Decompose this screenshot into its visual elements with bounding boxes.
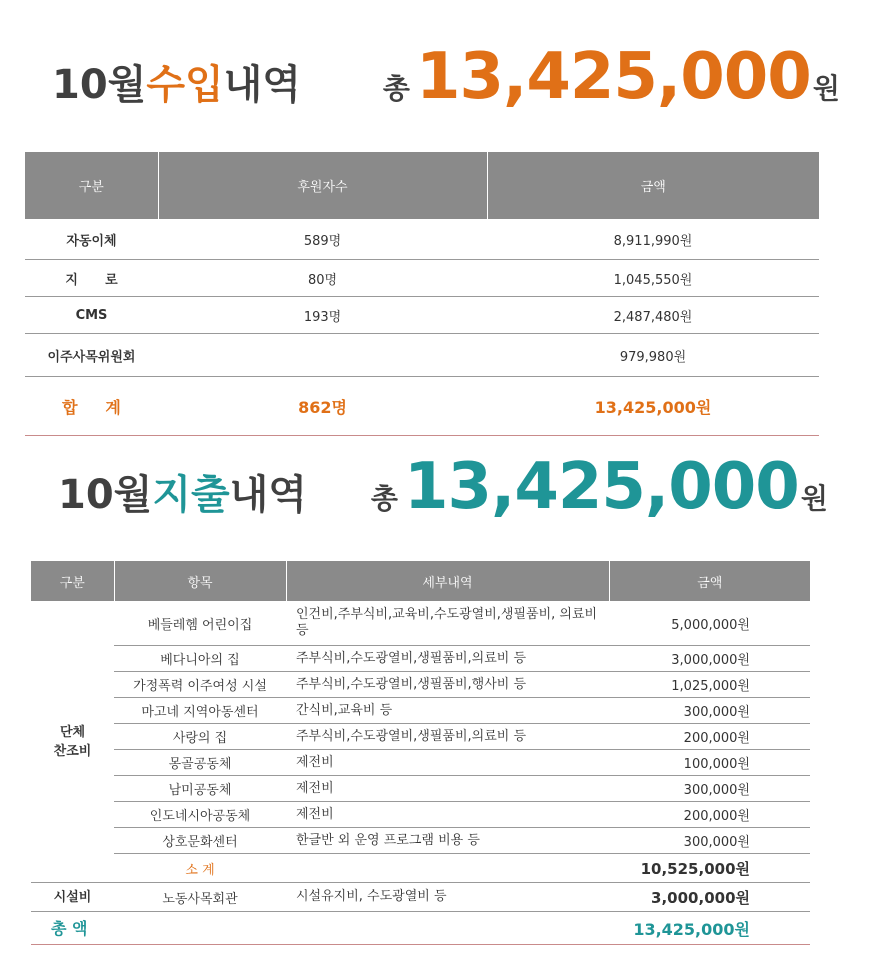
- expense-amount: 3,000,000원: [609, 646, 810, 672]
- income-count: 193명: [158, 297, 487, 334]
- income-sum-count: 862명: [158, 377, 487, 436]
- expense-detail: 한글반 외 운영 프로그램 비용 등: [286, 828, 609, 854]
- income-header-row: [25, 152, 819, 219]
- income-total-label: 총: [382, 72, 410, 105]
- income-total-amount: 13,425,000: [415, 40, 811, 114]
- income-amount: 8,911,990원: [487, 219, 819, 260]
- expense-amount: 200,000원: [609, 802, 810, 828]
- expense-header-amount: 금액: [609, 561, 810, 601]
- income-count: 80명: [158, 260, 487, 297]
- expense-item: 노동사목회관: [114, 883, 286, 912]
- expense-heading-rest: 내역: [229, 472, 307, 518]
- expense-amount: 5,000,000원: [609, 601, 810, 646]
- income-amount: 1,045,550원: [487, 260, 819, 297]
- table-row: [31, 750, 810, 776]
- expense-total-unit: 원: [800, 482, 828, 515]
- income-count: [158, 334, 487, 377]
- income-category: 이주사목위원회: [25, 334, 158, 377]
- expense-detail: 인건비,주부식비,교육비,수도광열비,생필품비, 의료비 등: [286, 601, 609, 646]
- income-header-amount: 금액: [487, 152, 819, 219]
- expense-grand-label: 총 액: [31, 912, 286, 945]
- expense-detail: 제전비: [286, 776, 609, 802]
- income-category: 지 로: [25, 260, 158, 297]
- expense-subtotal-detail: [286, 854, 609, 883]
- table-row: [25, 219, 819, 260]
- expense-amount: 300,000원: [609, 828, 810, 854]
- income-header-count: 후원자수: [158, 152, 487, 219]
- table-row: [31, 672, 810, 698]
- expense-item: 상호문화센터: [114, 828, 286, 854]
- expense-item: 몽골공동체: [114, 750, 286, 776]
- table-row: [31, 698, 810, 724]
- expense-amount: 100,000원: [609, 750, 810, 776]
- table-row: [31, 776, 810, 802]
- income-heading-accent: 수입: [146, 62, 224, 108]
- expense-total-label: 총: [370, 482, 398, 515]
- table-row: [25, 297, 819, 334]
- expense-amount: 200,000원: [609, 724, 810, 750]
- income-header-category: 구분: [25, 152, 158, 219]
- expense-heading: [58, 450, 828, 524]
- expense-group-facility: 시설비: [31, 883, 114, 912]
- table-row: [31, 724, 810, 750]
- table-row: [31, 802, 810, 828]
- income-heading-rest: 내역: [223, 62, 301, 108]
- expense-item: 베다니아의 집: [114, 646, 286, 672]
- expense-subtotal-label: 소 계: [114, 854, 286, 883]
- table-row: [31, 601, 810, 646]
- expense-header-detail: 세부내역: [286, 561, 609, 601]
- expense-item: 남미공동체: [114, 776, 286, 802]
- income-amount: 979,980원: [487, 334, 819, 377]
- table-row: [31, 828, 810, 854]
- expense-item: 베들레헴 어린이집: [114, 601, 286, 646]
- expense-detail: 주부식비,수도광열비,생필품비,행사비 등: [286, 672, 609, 698]
- expense-total-amount: 13,425,000: [403, 450, 799, 524]
- expense-grand-amount: 13,425,000원: [609, 912, 810, 945]
- income-category: CMS: [25, 297, 158, 334]
- expense-item: 마고네 지역아동센터: [114, 698, 286, 724]
- expense-subtotal-row: [31, 854, 810, 883]
- income-sum-amount: 13,425,000원: [487, 377, 819, 436]
- income-count: 589명: [158, 219, 487, 260]
- expense-amount: 300,000원: [609, 698, 810, 724]
- income-category: 자동이체: [25, 219, 158, 260]
- expense-facility-row: [31, 883, 810, 912]
- income-sum-row: [25, 377, 819, 436]
- expense-header-item: 항목: [114, 561, 286, 601]
- expense-group-donation: [31, 601, 114, 883]
- expense-detail: 주부식비,수도광열비,생필품비,의료비 등: [286, 724, 609, 750]
- income-sum-label: 합 계: [25, 377, 158, 436]
- expense-group-label-line2: 찬조비: [53, 743, 92, 759]
- expense-item: 가정폭력 이주여성 시설: [114, 672, 286, 698]
- expense-detail: 간식비,교육비 등: [286, 698, 609, 724]
- income-amount: 2,487,480원: [487, 297, 819, 334]
- expense-heading-month: 10월: [58, 472, 153, 518]
- expense-group-label-line1: 단체: [59, 724, 86, 740]
- income-total-unit: 원: [812, 72, 840, 105]
- expense-detail: 주부식비,수도광열비,생필품비,의료비 등: [286, 646, 609, 672]
- expense-grand-detail: [286, 912, 609, 945]
- expense-amount: 1,025,000원: [609, 672, 810, 698]
- expense-item: 사랑의 집: [114, 724, 286, 750]
- table-row: [25, 260, 819, 297]
- expense-heading-accent: 지출: [152, 472, 230, 518]
- expense-table: [31, 561, 810, 945]
- expense-detail: 제전비: [286, 750, 609, 776]
- expense-subtotal-amount: 10,525,000원: [609, 854, 810, 883]
- expense-detail: 제전비: [286, 802, 609, 828]
- income-table: [25, 152, 819, 436]
- table-row: [25, 334, 819, 377]
- income-heading: [52, 40, 840, 114]
- expense-item: 인도네시아공동체: [114, 802, 286, 828]
- expense-header-row: [31, 561, 810, 601]
- table-row: [31, 646, 810, 672]
- expense-header-category: 구분: [31, 561, 114, 601]
- expense-grand-total-row: [31, 912, 810, 945]
- income-heading-month: 10월: [52, 62, 147, 108]
- expense-detail: 시설유지비, 수도광열비 등: [286, 883, 609, 912]
- expense-amount: 3,000,000원: [609, 883, 810, 912]
- expense-amount: 300,000원: [609, 776, 810, 802]
